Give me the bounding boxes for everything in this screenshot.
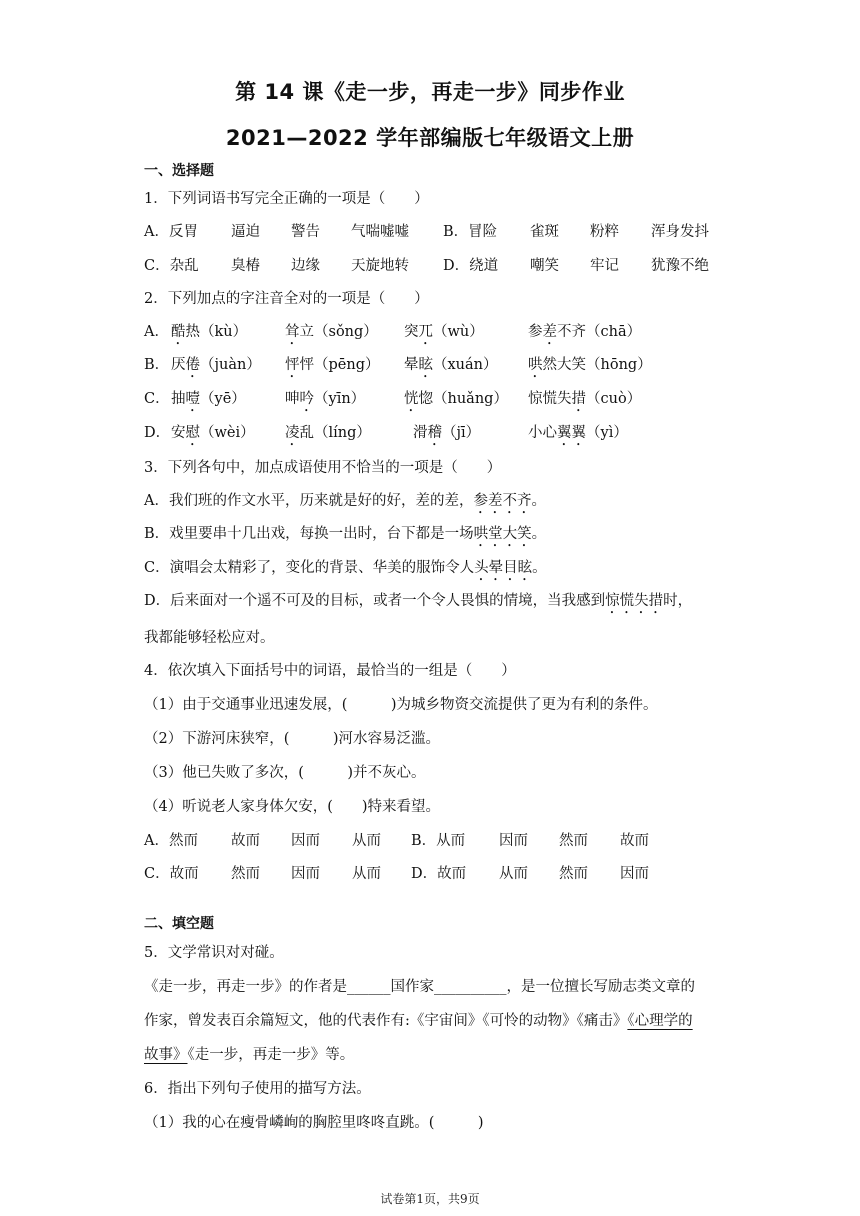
question-4-stem: 4．依次填入下面括号中的词语，最恰当的一组是（ ） bbox=[144, 663, 516, 679]
question-3-option-a: A．我们班的作文水平，历来就是好的好，差的差，参差不齐。 bbox=[144, 493, 546, 509]
question-2-stem: 2．下列加点的字注音全对的一项是（ ） bbox=[144, 291, 429, 307]
question-4-sentence-1: （1）由于交通事业迅速发展，( )为城乡物资交流提供了更为有利的条件。 bbox=[144, 697, 658, 713]
question-6-sentence-1: （1）我的心在瘦骨嶙峋的胸腔里咚咚直跳。( ) bbox=[144, 1115, 484, 1131]
question-5-line-1: 《走一步，再走一步》的作者是______国作家__________，是一位擅长写励志类文章的 bbox=[144, 979, 695, 995]
question-4-sentence-4: （4）听说老人家身体欠安，( )特来看望。 bbox=[144, 799, 441, 815]
question-5-line-3: 故事》《走一步，再走一步》等。 bbox=[144, 1047, 355, 1063]
exam-page: 第 14 课《走一步，再走一步》同步作业 2021—2022 学年部编版七年级语文上册 一、选择题 1．下列词语书写完全正确的一项是（ ） A．反胃 逼迫 警告 气喘嘘嘘 B．冒险 雀斑 粉粹 浑身发抖 C．杂乱 臭椿 边缘 天旋地转 D．绕道 嘲笑 牢记 犹豫不绝 2．下列加点的字注音全对的一项是（ ） A． 酷热（kù） 耸立（sǒng） 突兀（wù） 参差不齐（chā） B． 厌倦（juàn） 怦怦（pēng） 晕眩（xuán） 哄然大笑（hōng） C． 抽噎（yē） 呻吟（yīn） 恍惚（huǎng） 惊慌失措（cuò） D． 安慰（wèi） 凌乱（líng） 滑稽（jī） 小心翼翼（yì） 3．下列各句中，加点成语使用不恰当的一项是（ ） A．我们班的作文水平，历来就是好的好，差的差，参差不齐。 B．戏里要串十几出戏，每换一出时，台下都是一场哄堂大笑。 C．演唱会太精彩了，变化的背景、华美的服饰令人头晕目眩。 D．后来面对一个遥不可及的目标，或者一个令人畏惧的情境，当我感到惊慌失措时， 我都能够轻松应对。 4．依次填入下面括号中的词语，最恰当的一组是（ ） （1）由于交通事业迅速发展，( )为城乡物资交流提供了更为有利的条件。 （2）下游河床狭窄，( )河水容易泛滥。 （3）他已失败了多次，( )并不灰心。 （4）听说老人家身体欠安，( )特来看望。 A．然而 故而 因而 从而 B．从而 因而 然而 故而 C．故而 然而 因而 从而 D．故而 从而 然而 因而 二、填空题 5．文学常识对对碰。 《走一步，再走一步》的作者是______国作家__________，是一位擅长写励志类文章的 作家，曾发表百余篇短文，他的代表作有:《宇宙间》《可怜的动物》《痛击》《心理学的 故事》《走一步，再走一步》等。 6．指出下列句子使用的描写方法。 （1）我的心在瘦骨嶙峋的胸腔里咚咚直跳。( ) 试卷第1页，共9页 bbox=[0, 0, 860, 1216]
question-3-option-c: C．演唱会太精彩了，变化的背景、华美的服饰令人头晕目眩。 bbox=[144, 560, 547, 576]
question-3-option-b: B．戏里要串十几出戏，每换一出时，台下都是一场哄堂大笑。 bbox=[144, 526, 547, 542]
question-4-sentence-2: （2）下游河床狭窄，( )河水容易泛滥。 bbox=[144, 731, 441, 747]
question-3-option-d-continued: 我都能够轻松应对。 bbox=[144, 630, 275, 646]
page-subtitle: 2021—2022 学年部编版七年级语文上册 bbox=[225, 126, 635, 150]
section-heading-fill: 二、填空题 bbox=[144, 916, 214, 932]
question-3-stem: 3．下列各句中，加点成语使用不恰当的一项是（ ） bbox=[144, 460, 502, 476]
page-title: 第 14 课《走一步，再走一步》同步作业 bbox=[235, 80, 625, 104]
question-5-line-2: 作家，曾发表百余篇短文，他的代表作有:《宇宙间》《可怜的动物》《痛击》《心理学的 bbox=[144, 1013, 693, 1029]
question-1-stem: 1．下列词语书写完全正确的一项是（ ） bbox=[144, 191, 429, 207]
question-3-option-d: D．后来面对一个遥不可及的目标，或者一个令人畏惧的情境，当我感到惊慌失措时， bbox=[144, 593, 693, 609]
page-footer: 试卷第1页，共9页 bbox=[380, 1192, 480, 1206]
question-5-stem: 5．文学常识对对碰。 bbox=[144, 945, 284, 961]
question-6-stem: 6．指出下列句子使用的描写方法。 bbox=[144, 1081, 371, 1097]
section-heading-choice: 一、选择题 bbox=[144, 163, 214, 179]
question-4-sentence-3: （3）他已失败了多次，( )并不灰心。 bbox=[144, 765, 426, 781]
